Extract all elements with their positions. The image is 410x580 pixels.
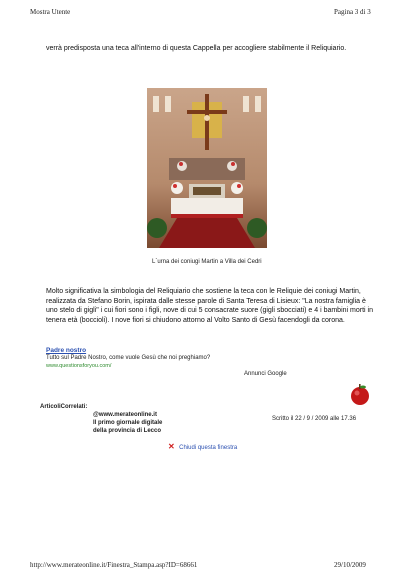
ad-url[interactable]: www.questionsforyou.com/	[46, 363, 112, 369]
close-icon: ✕	[168, 442, 175, 451]
ad-title-link[interactable]: Padre nostro	[46, 347, 87, 354]
apple-icon	[348, 382, 372, 406]
page-indicator: Pagina 3 di 3	[334, 8, 371, 16]
related-label: ArticoliCorrelati:	[40, 404, 88, 410]
reliquary-photo	[147, 88, 267, 248]
close-window-button[interactable]	[168, 436, 237, 454]
header-left: Mostra Utente	[30, 8, 71, 16]
merate-tagline-1: Il primo giornale digitale	[93, 420, 163, 426]
ad-attribution[interactable]: Annunci Google	[244, 371, 287, 377]
ad-description: Tutto sul Padre Nostro, come vuole Gesù che noi preghiamo?	[46, 355, 211, 361]
merate-tagline-2: della provincia di Lecco	[93, 428, 162, 434]
footer-url: http://www.merateonline.it/Finestra_Stampa.asp?ID=68661	[30, 561, 198, 569]
main-paragraph: Molto significativa la simbologia del Reliquiario che sostiene la teca con le Reliquie dei coniugi Martin, realizzata da Stefano Borin, ispirata dalle stesse parole di Santa Teresa di Lisieux: "La nostra famiglia è uno stelo di gigli" i cui fiori sono i figli, nove di cui 5 consacrate suore (gigli sbocciati) e 4 i bambini morti in tenera età (boccioli). I nove fiori si chiudono attorno al Volto Santo di Gesù facendogli da corona.	[46, 288, 373, 324]
photo-caption: L`urna dei coniugi Martin a Villa dei Cedri	[152, 259, 262, 265]
written-date: Scritto il 22 / 9 / 2009 alle 17.36	[272, 416, 357, 422]
footer-date: 29/10/2009	[334, 561, 366, 569]
intro-paragraph: verrà predisposta una teca all'interno di questa Cappella per accogliere stabilmente il Reliquiario.	[46, 45, 347, 52]
chapel-image	[147, 88, 267, 248]
close-window-label[interactable]: Chiudi questa finestra	[179, 445, 238, 451]
merate-site[interactable]: @www.merateonline.it	[93, 412, 157, 418]
